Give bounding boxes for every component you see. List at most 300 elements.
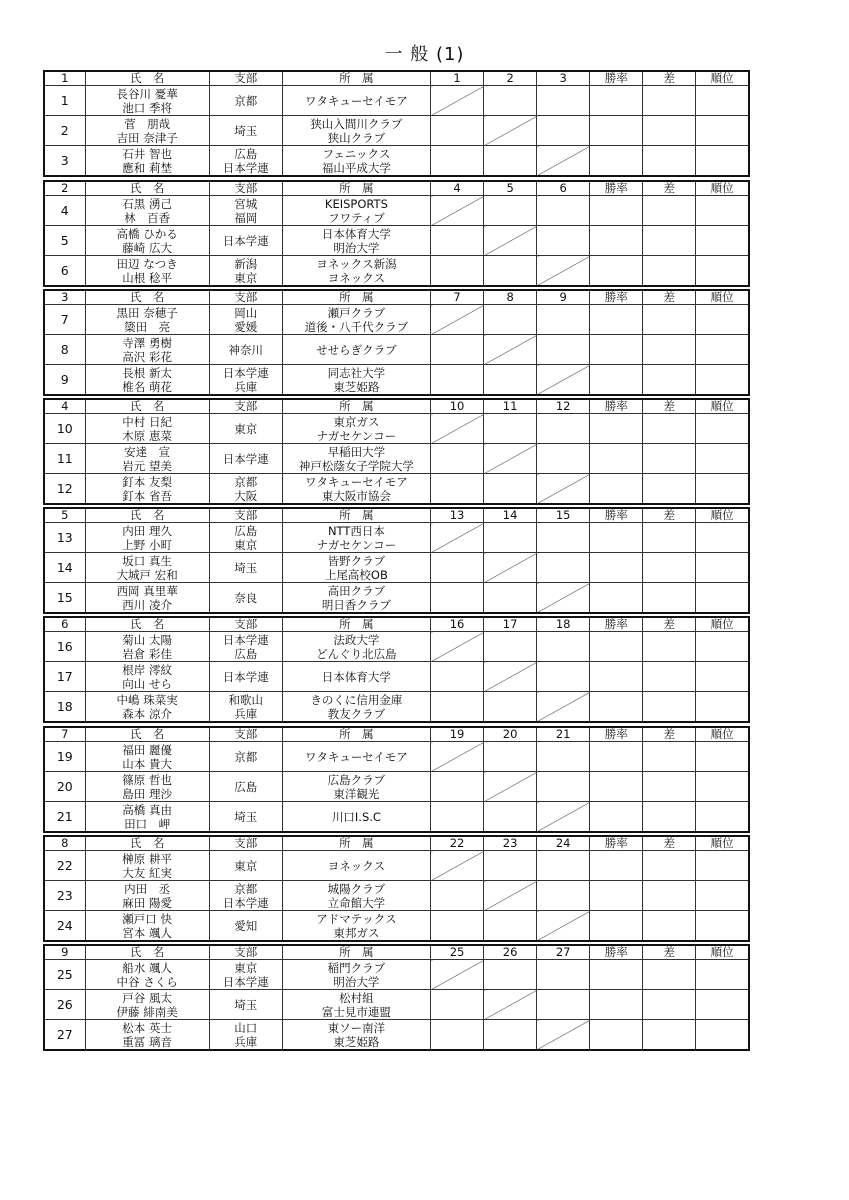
- player-names: [85, 365, 209, 396]
- header-rank: 順位: [696, 290, 749, 305]
- branch: [209, 632, 282, 662]
- player-name: 大城戸 宏和: [116, 567, 178, 582]
- affiliation: [282, 365, 430, 396]
- self-match-cell: [431, 414, 484, 444]
- branch-name: 京都: [234, 93, 258, 108]
- win-rate-cell: [590, 881, 643, 911]
- rank-cell: [696, 1020, 749, 1051]
- affiliation-name: 松村組: [339, 990, 374, 1005]
- affiliation: [282, 1020, 430, 1051]
- header-match-number: 25: [431, 945, 484, 960]
- match-score-cell: [431, 990, 484, 1020]
- affiliation-name: 城陽クラブ: [327, 881, 386, 896]
- self-match-cell: [537, 365, 590, 396]
- player-names: [85, 772, 209, 802]
- branch-name: 兵庫: [234, 1034, 258, 1049]
- header-affiliation: 所 属: [282, 617, 430, 632]
- win-rate-cell: [590, 256, 643, 287]
- header-diff: 差: [643, 945, 696, 960]
- match-score-cell: [537, 881, 590, 911]
- header-affiliation: 所 属: [282, 508, 430, 523]
- team-row: [44, 911, 749, 942]
- branch-name: 新潟: [234, 256, 258, 271]
- header-match-number: 26: [484, 945, 537, 960]
- branch-name: 東京: [234, 960, 258, 975]
- player-name: 山根 稔平: [122, 270, 172, 285]
- win-rate-cell: [590, 523, 643, 553]
- diff-cell: [643, 226, 696, 256]
- branch-name: 広島: [234, 146, 258, 161]
- group-table: [43, 835, 750, 942]
- group-table: [43, 70, 750, 177]
- rank-cell: [696, 305, 749, 335]
- player-names: [85, 305, 209, 335]
- header-branch: 支部: [209, 945, 282, 960]
- rank-cell: [696, 583, 749, 614]
- rank-cell: [696, 146, 749, 177]
- branch: [209, 692, 282, 723]
- header-affiliation: 所 属: [282, 399, 430, 414]
- win-rate-cell: [590, 474, 643, 505]
- player-name: 宮本 颯人: [122, 925, 172, 940]
- header-match-number: 3: [537, 71, 590, 86]
- player-names: [85, 802, 209, 833]
- affiliation: [282, 960, 430, 990]
- affiliation: [282, 86, 430, 116]
- rank-cell: [696, 742, 749, 772]
- affiliation: [282, 881, 430, 911]
- header-name: 氏 名: [85, 836, 209, 851]
- affiliation: [282, 335, 430, 365]
- affiliation-name: 稲門クラブ: [327, 960, 386, 975]
- group-table: [43, 944, 750, 1051]
- team-row: [44, 772, 749, 802]
- match-score-cell: [431, 911, 484, 942]
- branch: [209, 146, 282, 177]
- player-name: 森本 涼介: [122, 706, 172, 721]
- win-rate-cell: [590, 196, 643, 226]
- player-name: 池口 季将: [122, 100, 172, 115]
- self-match-cell: [537, 256, 590, 287]
- team-row: [44, 444, 749, 474]
- diff-cell: [643, 851, 696, 881]
- header-match-number: 27: [537, 945, 590, 960]
- player-names: [85, 662, 209, 692]
- branch-name: 愛知: [234, 918, 258, 933]
- player-name: 菊山 太陽: [122, 632, 172, 647]
- branch-name: 埼玉: [234, 560, 258, 575]
- affiliation-name: ナガセケンコー: [316, 537, 397, 552]
- header-match-number: 11: [484, 399, 537, 414]
- diff-cell: [643, 911, 696, 942]
- match-score-cell: [431, 662, 484, 692]
- diff-cell: [643, 772, 696, 802]
- win-rate-cell: [590, 692, 643, 723]
- affiliation: [282, 990, 430, 1020]
- team-number: 20: [44, 772, 85, 802]
- match-score-cell: [484, 523, 537, 553]
- win-rate-cell: [590, 444, 643, 474]
- match-score-cell: [537, 196, 590, 226]
- affiliation-name: ヨネックス: [327, 270, 386, 285]
- match-score-cell: [484, 86, 537, 116]
- header-match-number: 15: [537, 508, 590, 523]
- affiliation-name: フワティブ: [328, 210, 385, 225]
- diff-cell: [643, 692, 696, 723]
- group-header-row: [44, 727, 749, 742]
- header-branch: 支部: [209, 71, 282, 86]
- team-row: [44, 226, 749, 256]
- diff-cell: [643, 960, 696, 990]
- header-match-number: 5: [484, 181, 537, 196]
- affiliation-name: 上尾高校OB: [324, 567, 388, 582]
- player-name: 高沢 彩花: [122, 349, 172, 364]
- affiliation-name: 明日香クラブ: [321, 597, 391, 612]
- header-diff: 差: [643, 290, 696, 305]
- player-name: 田辺 なつき: [116, 256, 178, 271]
- player-name: 伊藤 緋南美: [116, 1004, 178, 1019]
- affiliation-name: 東芝姫路: [333, 379, 380, 394]
- team-row: [44, 146, 749, 177]
- branch-name: 埼玉: [234, 997, 258, 1012]
- win-rate-cell: [590, 960, 643, 990]
- affiliation-name: ワタキューセイモア: [305, 749, 408, 764]
- match-score-cell: [484, 692, 537, 723]
- self-match-cell: [537, 692, 590, 723]
- branch-name: 奈良: [234, 590, 258, 605]
- player-name: 黒田 奈穂子: [116, 305, 178, 320]
- affiliation: [282, 802, 430, 833]
- rank-cell: [696, 802, 749, 833]
- diff-cell: [643, 414, 696, 444]
- header-diff: 差: [643, 617, 696, 632]
- player-name: 菅 朋哉: [124, 116, 171, 131]
- player-name: 上野 小町: [122, 537, 172, 552]
- match-score-cell: [431, 146, 484, 177]
- header-match-number: 1: [431, 71, 484, 86]
- affiliation-name: 東大阪市協会: [321, 488, 391, 503]
- match-score-cell: [484, 146, 537, 177]
- match-score-cell: [431, 583, 484, 614]
- header-match-number: 2: [484, 71, 537, 86]
- team-number: 7: [44, 305, 85, 335]
- affiliation: [282, 146, 430, 177]
- self-match-cell: [431, 305, 484, 335]
- group-number: 9: [44, 945, 85, 960]
- team-number: 26: [44, 990, 85, 1020]
- self-match-cell: [537, 474, 590, 505]
- affiliation-name: 道後・八千代クラブ: [304, 319, 409, 334]
- page-title: 一 般 (1): [384, 44, 465, 65]
- player-name: 吉田 奈津子: [116, 130, 178, 145]
- team-row: [44, 662, 749, 692]
- affiliation-name: ナガセケンコー: [316, 428, 397, 443]
- header-diff: 差: [643, 508, 696, 523]
- team-number: 13: [44, 523, 85, 553]
- header-match-number: 10: [431, 399, 484, 414]
- match-score-cell: [537, 414, 590, 444]
- affiliation-name: 日本体育大学: [321, 669, 391, 684]
- affiliation-name: 東芝姫路: [333, 1034, 380, 1049]
- win-rate-cell: [590, 662, 643, 692]
- match-score-cell: [431, 335, 484, 365]
- group-table: [43, 726, 750, 833]
- group-number: 2: [44, 181, 85, 196]
- player-name: 根岸 澪紋: [122, 662, 172, 677]
- player-names: [85, 196, 209, 226]
- branch: [209, 196, 282, 226]
- header-affiliation: 所 属: [282, 290, 430, 305]
- header-branch: 支部: [209, 181, 282, 196]
- team-row: [44, 692, 749, 723]
- rank-cell: [696, 881, 749, 911]
- self-match-cell: [537, 146, 590, 177]
- player-name: 木原 恵菜: [122, 428, 172, 443]
- header-match-number: 8: [484, 290, 537, 305]
- header-win-rate: 勝率: [590, 71, 643, 86]
- affiliation-name: 福山平成大学: [321, 160, 391, 175]
- affiliation-name: 同志社大学: [327, 365, 386, 380]
- win-rate-cell: [590, 553, 643, 583]
- header-branch: 支部: [209, 836, 282, 851]
- team-number: 10: [44, 414, 85, 444]
- header-branch: 支部: [209, 617, 282, 632]
- player-names: [85, 583, 209, 614]
- affiliation-name: きのくに信用金庫: [310, 692, 403, 707]
- match-score-cell: [431, 881, 484, 911]
- header-branch: 支部: [209, 727, 282, 742]
- player-name: 中嶋 珠菜実: [116, 692, 178, 707]
- team-number: 25: [44, 960, 85, 990]
- branch: [209, 444, 282, 474]
- header-match-number: 9: [537, 290, 590, 305]
- team-number: 27: [44, 1020, 85, 1051]
- match-score-cell: [431, 226, 484, 256]
- rank-cell: [696, 414, 749, 444]
- team-row: [44, 990, 749, 1020]
- affiliation-name: 明治大学: [333, 974, 380, 989]
- player-name: 田口 岬: [124, 816, 171, 831]
- affiliation: [282, 851, 430, 881]
- affiliation: [282, 116, 430, 146]
- player-name: 岩倉 彩佳: [122, 646, 172, 661]
- rank-cell: [696, 116, 749, 146]
- win-rate-cell: [590, 86, 643, 116]
- player-name: 簗田 亮: [124, 319, 171, 334]
- branch: [209, 414, 282, 444]
- win-rate-cell: [590, 116, 643, 146]
- header-name: 氏 名: [85, 727, 209, 742]
- player-name: 長根 新太: [122, 365, 172, 380]
- player-names: [85, 960, 209, 990]
- branch-name: 日本学連: [222, 669, 269, 684]
- win-rate-cell: [590, 414, 643, 444]
- team-number: 19: [44, 742, 85, 772]
- player-name: 石井 智也: [122, 146, 172, 161]
- header-name: 氏 名: [85, 399, 209, 414]
- self-match-cell: [484, 444, 537, 474]
- branch: [209, 116, 282, 146]
- match-score-cell: [537, 662, 590, 692]
- team-number: 24: [44, 911, 85, 942]
- match-score-cell: [484, 414, 537, 444]
- group-table: [43, 616, 750, 723]
- affiliation: [282, 414, 430, 444]
- header-rank: 順位: [696, 945, 749, 960]
- branch-name: 日本学連: [222, 365, 269, 380]
- affiliation-name: KEISPORTS: [324, 196, 388, 211]
- player-name: 釘本 省吾: [122, 488, 172, 503]
- self-match-cell: [431, 196, 484, 226]
- diff-cell: [643, 146, 696, 177]
- player-names: [85, 226, 209, 256]
- team-number: 1: [44, 86, 85, 116]
- team-row: [44, 305, 749, 335]
- branch: [209, 335, 282, 365]
- affiliation: [282, 742, 430, 772]
- diff-cell: [643, 742, 696, 772]
- team-row: [44, 414, 749, 444]
- diff-cell: [643, 523, 696, 553]
- win-rate-cell: [590, 335, 643, 365]
- header-win-rate: 勝率: [590, 945, 643, 960]
- branch: [209, 365, 282, 396]
- affiliation-name: 日本体育大学: [321, 226, 391, 241]
- player-name: 石黒 湧己: [122, 196, 172, 211]
- match-score-cell: [431, 692, 484, 723]
- branch-name: 大阪: [234, 488, 258, 503]
- diff-cell: [643, 553, 696, 583]
- win-rate-cell: [590, 226, 643, 256]
- player-name: 坂口 真生: [122, 553, 172, 568]
- player-name: 内田 丞: [124, 881, 171, 896]
- header-diff: 差: [643, 836, 696, 851]
- match-score-cell: [484, 960, 537, 990]
- player-name: 篠原 哲也: [122, 772, 172, 787]
- team-number: 11: [44, 444, 85, 474]
- branch: [209, 553, 282, 583]
- branch-name: 京都: [234, 474, 258, 489]
- branch-name: 京都: [234, 881, 258, 896]
- player-name: 福田 麗優: [122, 742, 172, 757]
- rank-cell: [696, 851, 749, 881]
- affiliation-name: 狭山クラブ: [327, 130, 386, 145]
- header-win-rate: 勝率: [590, 399, 643, 414]
- diff-cell: [643, 116, 696, 146]
- team-number: 15: [44, 583, 85, 614]
- affiliation: [282, 662, 430, 692]
- affiliation: [282, 553, 430, 583]
- team-number: 23: [44, 881, 85, 911]
- branch-name: 山口: [234, 1020, 258, 1035]
- rank-cell: [696, 632, 749, 662]
- rank-cell: [696, 960, 749, 990]
- player-name: 麻田 陽愛: [122, 895, 172, 910]
- affiliation-name: せせらぎクラブ: [316, 342, 397, 357]
- group-table: [43, 398, 750, 505]
- header-diff: 差: [643, 71, 696, 86]
- win-rate-cell: [590, 772, 643, 802]
- affiliation-name: ワタキューセイモア: [305, 474, 408, 489]
- win-rate-cell: [590, 1020, 643, 1051]
- player-names: [85, 86, 209, 116]
- branch-name: 東京: [234, 270, 258, 285]
- match-score-cell: [537, 772, 590, 802]
- self-match-cell: [537, 911, 590, 942]
- team-number: 4: [44, 196, 85, 226]
- team-row: [44, 583, 749, 614]
- affiliation-name: NTT西日本: [327, 523, 385, 538]
- header-name: 氏 名: [85, 290, 209, 305]
- diff-cell: [643, 365, 696, 396]
- branch-name: 和歌山: [228, 692, 264, 707]
- diff-cell: [643, 196, 696, 226]
- team-number: 17: [44, 662, 85, 692]
- header-name: 氏 名: [85, 945, 209, 960]
- affiliation-name: どんぐり北広島: [316, 646, 397, 661]
- player-names: [85, 632, 209, 662]
- player-name: 寺澤 勇樹: [122, 335, 172, 350]
- header-win-rate: 勝率: [590, 727, 643, 742]
- team-row: [44, 523, 749, 553]
- rank-cell: [696, 335, 749, 365]
- player-names: [85, 851, 209, 881]
- player-names: [85, 990, 209, 1020]
- team-row: [44, 1020, 749, 1051]
- affiliation: [282, 523, 430, 553]
- player-name: 中村 日紀: [122, 414, 172, 429]
- win-rate-cell: [590, 990, 643, 1020]
- branch: [209, 256, 282, 287]
- player-name: 島田 理沙: [122, 786, 172, 801]
- affiliation-name: 東ソー南洋: [327, 1020, 386, 1035]
- match-score-cell: [484, 802, 537, 833]
- affiliation-name: 広島クラブ: [327, 772, 386, 787]
- header-diff: 差: [643, 181, 696, 196]
- rank-cell: [696, 662, 749, 692]
- branch-name: 広島: [234, 523, 258, 538]
- team-number: 18: [44, 692, 85, 723]
- header-branch: 支部: [209, 399, 282, 414]
- branch-name: 日本学連: [222, 451, 269, 466]
- affiliation-name: 川口I.S.C: [331, 809, 381, 824]
- match-score-cell: [431, 802, 484, 833]
- player-name: 西川 凌介: [122, 597, 172, 612]
- player-name: 船水 颯人: [122, 960, 172, 975]
- affiliation-name: 立命館大学: [327, 895, 386, 910]
- team-number: 14: [44, 553, 85, 583]
- header-affiliation: 所 属: [282, 71, 430, 86]
- player-names: [85, 146, 209, 177]
- player-names: [85, 911, 209, 942]
- header-match-number: 6: [537, 181, 590, 196]
- match-score-cell: [431, 365, 484, 396]
- rank-cell: [696, 990, 749, 1020]
- header-match-number: 20: [484, 727, 537, 742]
- match-score-cell: [537, 632, 590, 662]
- player-name: 長谷川 憂華: [116, 86, 178, 101]
- affiliation: [282, 474, 430, 505]
- self-match-cell: [484, 226, 537, 256]
- branch-name: 埼玉: [234, 123, 258, 138]
- group-header-row: [44, 836, 749, 851]
- team-row: [44, 851, 749, 881]
- branch: [209, 742, 282, 772]
- header-win-rate: 勝率: [590, 181, 643, 196]
- affiliation-name: 早稲田大学: [327, 444, 386, 459]
- branch-name: 愛媛: [234, 319, 258, 334]
- group-table: [43, 180, 750, 287]
